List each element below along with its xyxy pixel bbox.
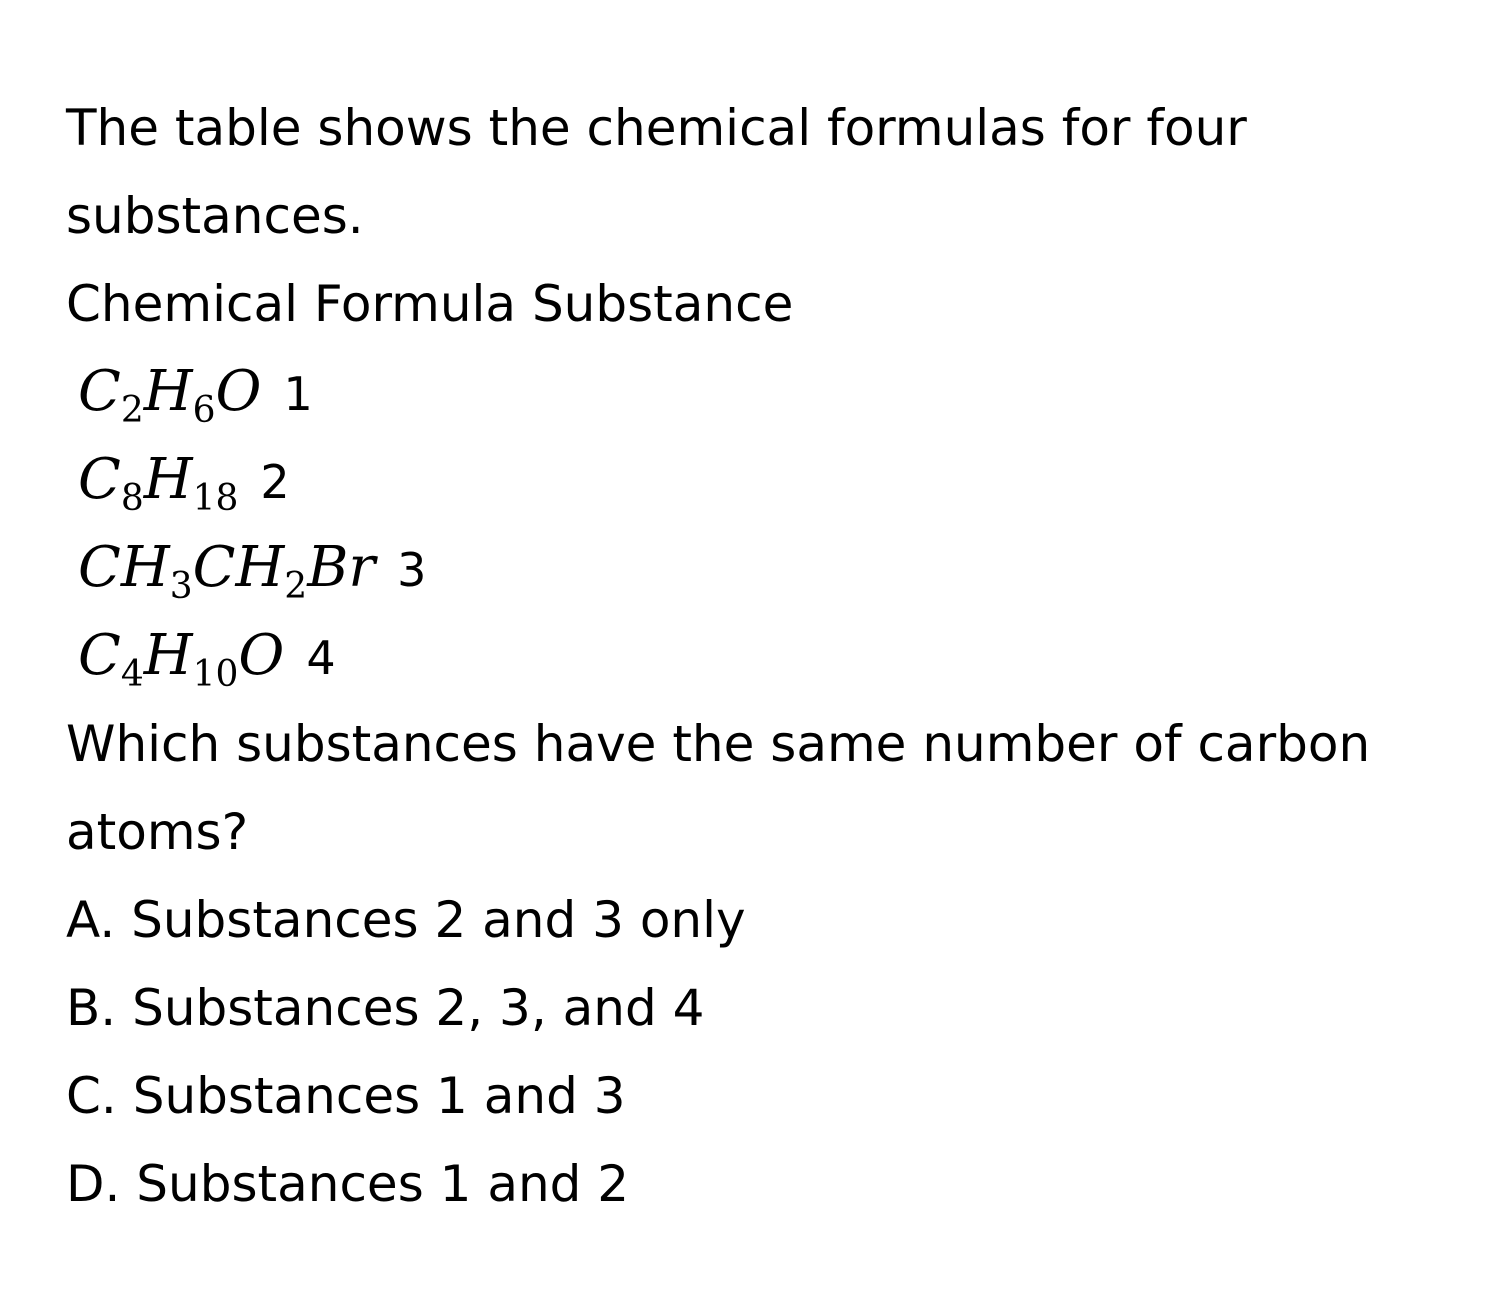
formula-subscript: 2 — [120, 390, 144, 431]
formula-symbol: Br — [307, 535, 376, 600]
answer-options — [66, 876, 1466, 1228]
formula-subscript: 4 — [120, 654, 144, 695]
option-b[interactable]: B. Substances 2, 3, and 4 — [66, 979, 705, 1037]
formula-subscript: 3 — [169, 566, 193, 607]
formula-symbol: C — [78, 623, 121, 688]
question-line-1: Which substances have the same number of carbon — [66, 715, 1371, 773]
formula-symbol: CH — [192, 535, 285, 600]
chemical-formula — [78, 524, 375, 612]
table-header: Chemical Formula Substance — [66, 275, 794, 333]
substance-number: 3 — [397, 543, 427, 597]
formula-subscript: 6 — [192, 390, 216, 431]
chemical-formula — [78, 436, 238, 524]
formula-symbol: C — [78, 447, 121, 512]
formula-symbol: C — [78, 359, 121, 424]
formula-subscript: 10 — [192, 654, 239, 695]
chemical-formula — [78, 612, 284, 700]
option-a[interactable]: A. Substances 2 and 3 only — [66, 891, 746, 949]
formula-subscript: 2 — [284, 566, 308, 607]
substance-number: 1 — [283, 367, 313, 421]
table-row — [66, 612, 1466, 700]
table-row — [66, 436, 1466, 524]
formula-symbol: H — [143, 359, 193, 424]
formula-symbol: H — [143, 447, 193, 512]
formula-subscript: 18 — [192, 478, 239, 519]
intro-line-1: The table shows the chemical formulas for four — [66, 99, 1247, 157]
option-c[interactable]: C. Substances 1 and 3 — [66, 1067, 626, 1125]
formula-symbol: CH — [78, 535, 170, 600]
substance-number: 4 — [306, 631, 336, 685]
formula-table — [66, 348, 1466, 700]
formula-subscript: 8 — [120, 478, 144, 519]
table-row — [66, 524, 1466, 612]
chemical-formula — [78, 348, 261, 436]
formula-symbol: O — [215, 359, 262, 424]
formula-symbol: H — [143, 623, 193, 688]
formula-symbol: O — [238, 623, 285, 688]
intro-line-2: substances. — [66, 187, 364, 245]
option-d[interactable]: D. Substances 1 and 2 — [66, 1155, 630, 1213]
table-row — [66, 348, 1466, 436]
question-line-2: atoms? — [66, 803, 249, 861]
question-document — [66, 84, 1466, 1228]
substance-number: 2 — [260, 455, 290, 509]
